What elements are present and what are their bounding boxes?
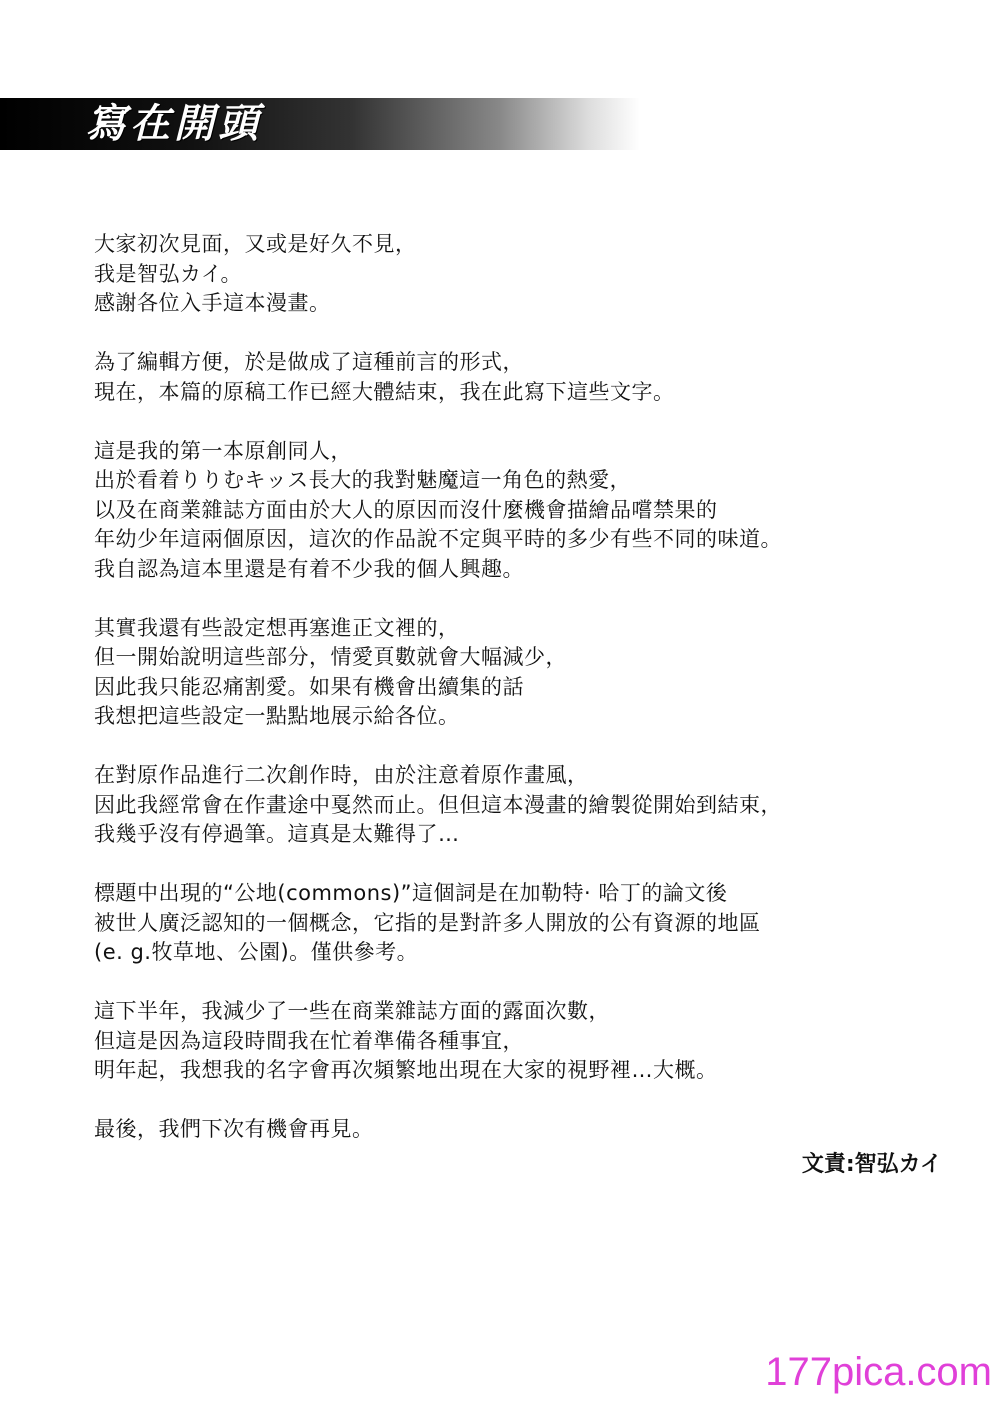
text-line: (e. g.牧草地、公園)。僅供參考。 — [94, 940, 419, 964]
author-signature: 文責:智弘カイ — [801, 1152, 942, 1177]
text-line: 出於看着りりむキッス長大的我對魅魔這一角色的熱愛， — [94, 468, 632, 492]
text-line: 因此我只能忍痛割愛。如果有機會出續集的話 — [94, 674, 524, 699]
text-line: 為了編輯方便，於是做成了這種前言的形式， — [94, 350, 524, 374]
text-line: 年幼少年這兩個原因，這次的作品說不定與平時的多少有些不同的味道。 — [94, 527, 782, 551]
text-line: 我幾乎沒有停過筆。這真是太難得了… — [94, 822, 460, 846]
text-line: 因此我經常會在作畫途中戛然而止。但但這本漫畫的繪製從開始到結束， — [94, 792, 782, 817]
text-line: 標題中出現的“公地(commons)”這個詞是在加勒特· 哈丁的論文後 — [94, 881, 728, 905]
preface-body — [94, 230, 914, 1174]
text-line: 最後，我們下次有機會再見。 — [94, 1117, 374, 1141]
page-title: 寫在開頭 — [86, 100, 262, 147]
paragraph-5 — [94, 761, 914, 850]
text-line: 明年起，我想我的名字會再次頻繁地出現在大家的視野裡…大概。 — [94, 1058, 718, 1082]
paragraph-6 — [94, 879, 914, 968]
text-line: 大家初次見面，又或是好久不見， — [94, 232, 417, 256]
text-line: 這是我的第一本原創同人， — [94, 438, 352, 463]
paragraph-4 — [94, 614, 914, 732]
text-line: 這下半年，我減少了一些在商業雜誌方面的露面次數， — [94, 999, 610, 1023]
paragraph-2 — [94, 348, 914, 407]
text-line: 感謝各位入手這本漫畫。 — [94, 291, 331, 315]
text-line: 被世人廣泛認知的一個概念，它指的是對許多人開放的公有資源的地區 — [94, 910, 761, 935]
text-line: 但這是因為這段時間我在忙着準備各種事宜， — [94, 1028, 524, 1053]
text-line: 我想把這些設定一點點地展示給各位。 — [94, 704, 460, 728]
paragraph-7 — [94, 997, 914, 1086]
text-line: 在對原作品進行二次創作時，由於注意着原作畫風， — [94, 763, 589, 787]
text-line: 但一開始說明這些部分，情愛頁數就會大幅減少， — [94, 645, 567, 669]
paragraph-3 — [94, 437, 914, 585]
text-line: 其實我還有些設定想再塞進正文裡的， — [94, 615, 460, 640]
site-watermark: 177pica.com — [765, 1350, 992, 1394]
text-line: 我自認為這本里還是有着不少我的個人興趣。 — [94, 556, 524, 581]
paragraph-1 — [94, 230, 914, 319]
text-line: 現在，本篇的原稿工作已經大體結束，我在此寫下這些文字。 — [94, 379, 675, 404]
paragraph-8 — [94, 1115, 914, 1145]
text-line: 以及在商業雜誌方面由於大人的原因而沒什麼機會描繪品嚐禁果的 — [94, 497, 718, 522]
text-line: 我是智弘カイ。 — [94, 261, 242, 286]
